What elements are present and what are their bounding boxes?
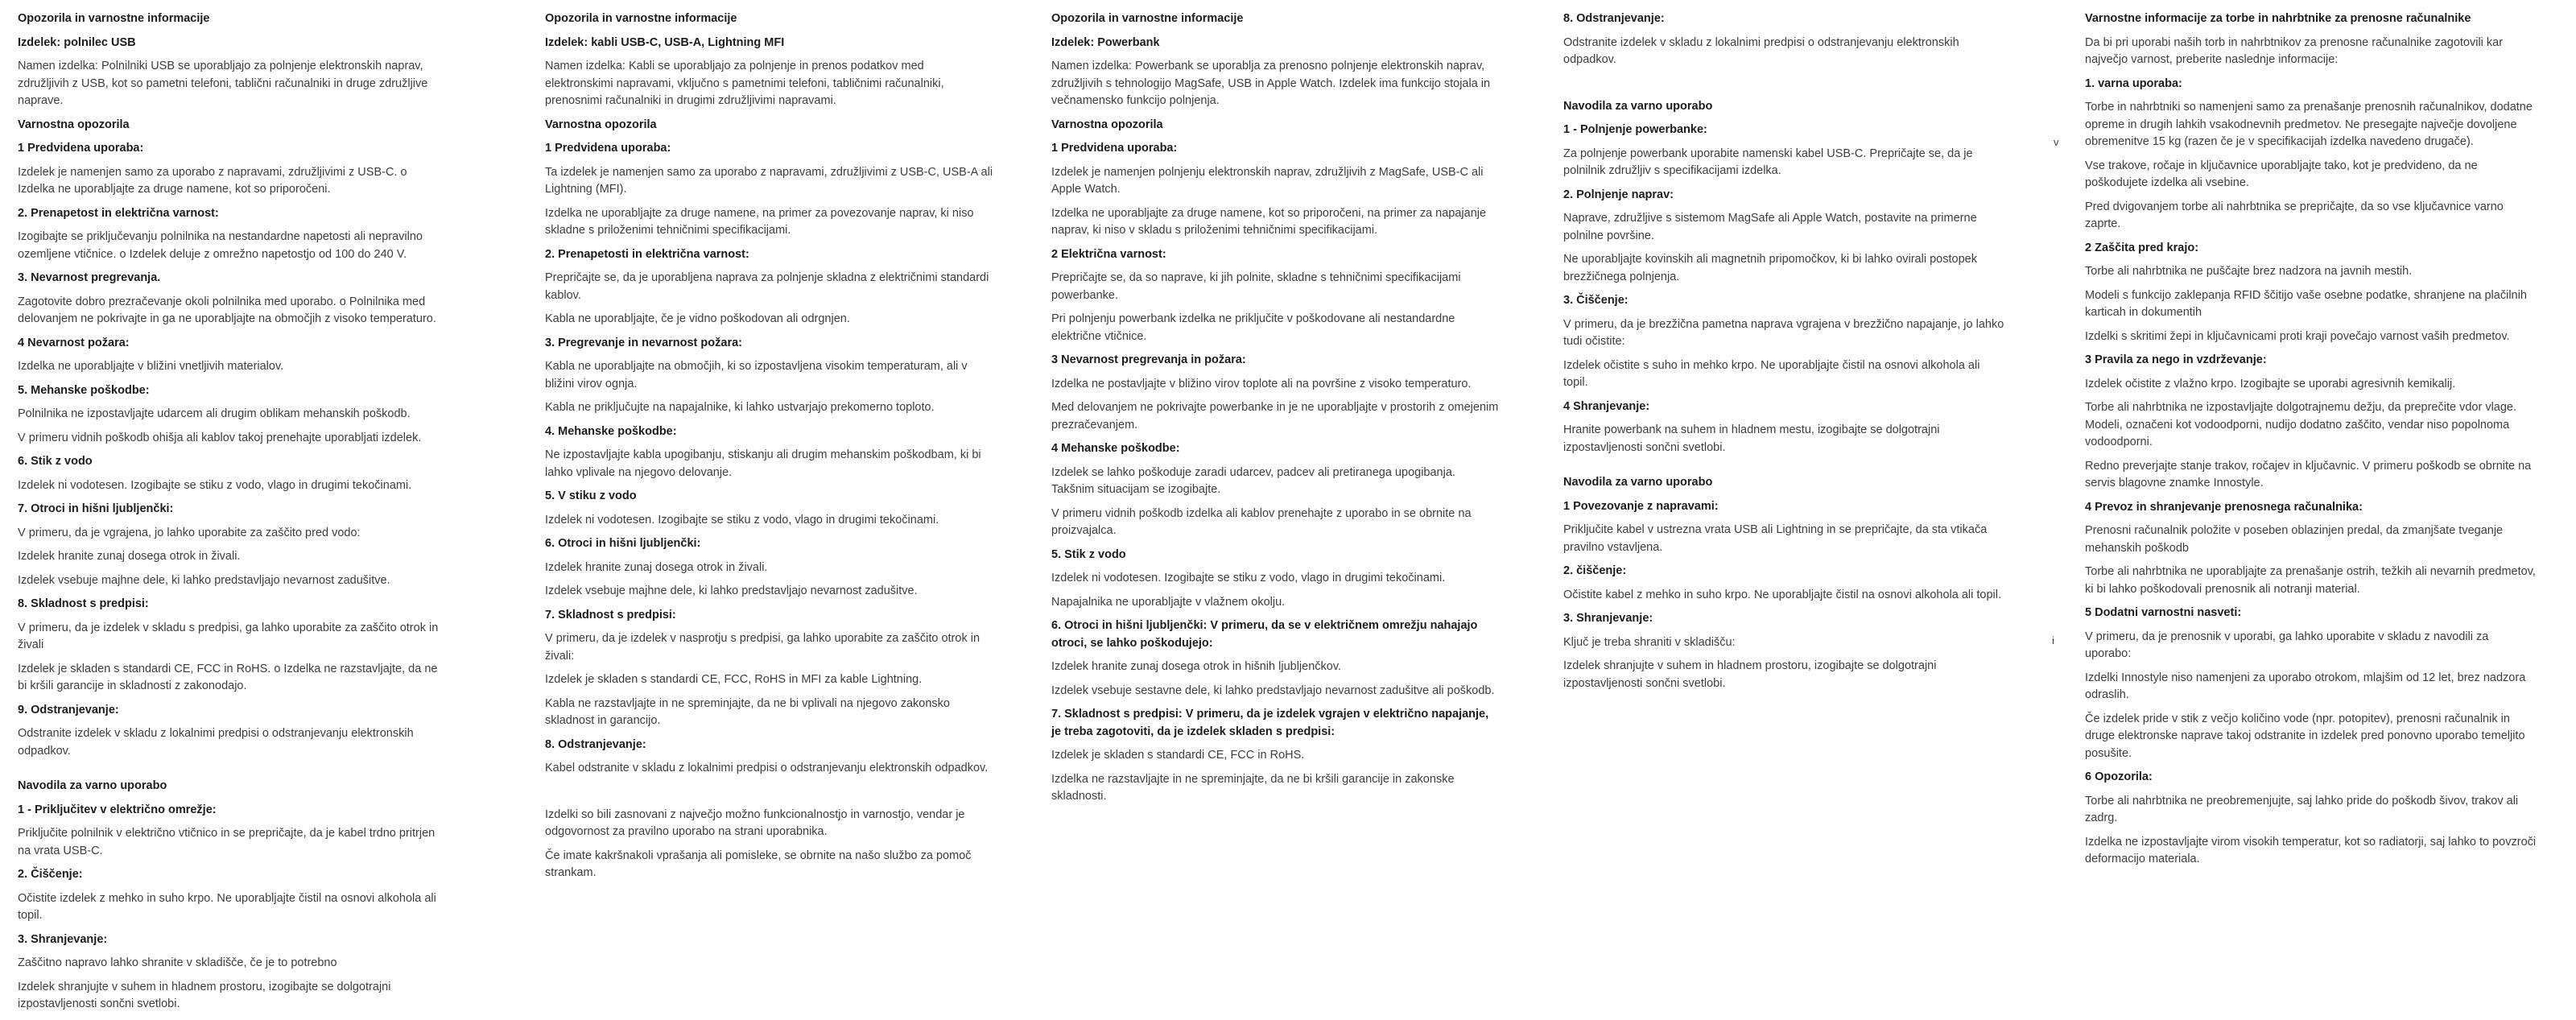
powerbank-usage-column — [1563, 10, 2008, 699]
paragraph: Izdelek je namenjen polnjenju elektronskih naprav, združljivih z MagSafe, USB-C ali Apple Watch. — [1051, 165, 1484, 196]
section-heading: 1 Predvidena uporaba: — [18, 142, 144, 155]
paragraph: Namen izdelka: Kabli se uporabljajo za polnjenje in prenos podatkov med elektronskimi napravami, vključno s pametnimi telefoni, tabličnimi računalniki, prenosnimi računalniki in drugimi združljivimi napravami. — [545, 60, 944, 107]
paragraph: Očistite izdelek z mehko in suho krpo. Ne uporabljajte čistil na osnovi alkohola ali topil. — [18, 891, 436, 922]
section-heading: 7. Skladnost s predpisi: — [545, 608, 676, 621]
paragraph: Očistite kabel z mehko in suho krpo. Ne uporabljajte čistil na osnovi alkohola ali topil. — [1563, 588, 2002, 601]
paragraph: Izdelek se lahko poškoduje zaradi udarcev, padcev ali pretiranega upogibanja. Takšnim situacijam se izogibajte. — [1051, 465, 1455, 496]
paragraph: Izdelek vsebuje majhne dele, ki lahko predstavljajo nevarnost zadušitve. — [18, 573, 390, 587]
paragraph: Modeli s funkcijo zaklepanja RFID ščitijo vaše osebne podatke, shranjene na plačilnih karticah in dokumentih — [2085, 288, 2527, 319]
paragraph: Izdelek je namenjen samo za uporabo z napravami, združljivimi z USB-C. o Izdelka ne uporabljajte za druge namene, kot so priporočeni. — [18, 165, 407, 196]
paragraph: Izdelek shranjujte v suhem in hladnem prostoru, izogibajte se dolgotrajni izpostavljenosti sončni svetlobi. — [18, 980, 391, 1010]
paragraph: Naprave, združljive s sistemom MagSafe ali Apple Watch, postavite na primerne polnilne površine. — [1563, 212, 1977, 242]
section-heading: 2. Čiščenje: — [18, 868, 83, 881]
section-heading: 2 Električna varnost: — [1051, 247, 1166, 261]
section-heading: 2. Polnjenje naprav: — [1563, 188, 1674, 201]
laptop-bags-safety-column — [2085, 10, 2537, 875]
section-heading: 3. Nevarnost pregrevanja. — [18, 271, 161, 284]
paragraph: Izdelek ni vodotesen. Izogibajte se stiku z vodo, vlago in drugimi tekočinami. — [545, 513, 939, 527]
section-heading: 8. Odstranjevanje: — [545, 737, 646, 751]
section-heading: 5. Mehanske poškodbe: — [18, 383, 150, 397]
section-heading: 8. Odstranjevanje: — [1563, 12, 1665, 25]
paragraph: Izogibajte se priključevanju polnilnika na nestandardne napetosti ali nepravilno ozemljene vtičnice. o Izdelek deluje z omrežno napetostjo od 100 do 240 V. — [18, 230, 423, 261]
paragraph: Izdelki so bili zasnovani z največjo možno funkcionalnostjo in varnostjo, vendar je odgovornost za pravilno uporabo na strani uporabnika. — [545, 807, 965, 838]
section-heading: 4 Nevarnost požara: — [18, 336, 130, 349]
paragraph: Izdelek očistite z vlažno krpo. Izogibajte se uporabi agresivnih kemikalij. — [2085, 377, 2456, 390]
paragraph: Pri polnjenju powerbank izdelka ne priključite v poškodovane ali nestandardne električne vtičnice. — [1051, 312, 1455, 343]
section-heading: 6. Otroci in hišni ljubljenčki: V primeru, da se v električnem omrežju nahajajo otroci, se lahko poškodujejo: — [1051, 619, 1478, 650]
section-heading: 7. Skladnost s predpisi: V primeru, da je izdelek vgrajen v električno napajanje, je treba zagotoviti, da je izdelek skladen s predpisi: — [1051, 708, 1489, 738]
paragraph: Izdelek hranite zunaj dosega otrok in hišnih ljubljenčkov. — [1051, 660, 1342, 673]
section-heading: Izdelek: polnilec USB — [18, 35, 136, 49]
paragraph: Kabla ne uporabljajte na območjih, ki so izpostavljena visokim temperaturam, ali v bližini virov ognja. — [545, 360, 968, 390]
paragraph: Prepričajte se, da je uporabljena naprava za polnjenje skladna z električnimi standardi kablov. — [545, 271, 989, 302]
paragraph: Namen izdelka: Powerbank se uporablja za prenosno polnjenje elektronskih naprav, združljivih s tehnologijo MagSafe, USB in Apple Watch. Izdelek ima funkcijo stojala in večnamensko funkcijo polnjenja. — [1051, 60, 1491, 107]
paragraph: Izdelki Innostyle niso namenjeni za uporabo otrokom, mlajšim od 12 let, brez nadzora odraslih. — [2085, 671, 2526, 701]
paragraph: Polnilnika ne izpostavljajte udarcem ali drugim oblikam mehanskih poškodb. — [18, 407, 411, 420]
section-heading: 6. Otroci in hišni ljubljenčki: — [545, 537, 701, 550]
paragraph: Izdelka ne uporabljajte za druge namene, kot so priporočeni, na primer za napajanje naprav, ki niso v skladu s priloženimi tehničnimi specifikacijami. — [1051, 206, 1487, 237]
paragraph: Za polnjenje powerbank uporabite namenski kabel USB-C. Prepričajte se, da je polnilnik združljiv s specifikacijami izdelka. — [1563, 147, 1973, 177]
spacer — [1563, 76, 2008, 98]
paragraph: Torbe ali nahrbtnika ne izpostavljajte dolgotrajnemu dežju, da preprečite vdor vlage. Modeli, označeni kot vodoodporni, nudijo dodatno zaščito, vendar niso popolnoma vodoodporni. — [2085, 401, 2517, 448]
paragraph: Ne izpostavljajte kabla upogibanju, stiskanju ali drugim mehanskim poškodbam, ki bi lahko vplivale na njegovo delovanje. — [545, 448, 981, 479]
section-heading: Opozorila in varnostne informacije — [18, 12, 210, 25]
paragraph: Namen izdelka: Polnilniki USB se uporabljajo za polnjenje elektronskih naprav, združljivih z USB, kot so pametni telefoni, tablični računalniki in druge združljive naprave. — [18, 60, 428, 107]
paragraph: Da bi pri uporabi naših torb in nahrbtnikov za prenosne računalnike zagotovili kar največjo varnost, preberite naslednje informacije: — [2085, 35, 2504, 66]
section-heading: 5. V stiku z vodo — [545, 489, 637, 502]
paragraph: Torbe ali nahrbtnika ne puščajte brez nadzora na javnih mestih. — [2085, 265, 2413, 278]
stray-glyph: v — [2054, 136, 2059, 148]
section-heading: 1 Predvidena uporaba: — [545, 142, 671, 155]
paragraph: Izdelek ni vodotesen. Izogibajte se stiku z vodo, vlago in drugimi tekočinami. — [1051, 572, 1446, 584]
paragraph: Če izdelek pride v stik z večjo količino vode (npr. potopitev), prenosni računalnik in druge elektronske naprave takoj odstranite in izdelek pred ponovno uporabo temeljito posušite. — [2085, 712, 2525, 760]
paragraph: Kabel odstranite v skladu z lokalnimi predpisi o odstranjevanju elektronskih odpadkov. — [545, 762, 989, 774]
spacer — [1563, 463, 2008, 474]
paragraph: Vse trakove, ročaje in ključavnice uporabljajte tako, kot je predvideno, da ne poškodujete izdelka ali vsebine. — [2085, 159, 2478, 189]
paragraph: Izdelek hranite zunaj dosega otrok in živali. — [545, 560, 768, 574]
section-heading: Varnostna opozorila — [18, 118, 130, 131]
paragraph: Priključite polnilnik v električno vtičnico in se prepričajte, da je kabel trdno pritrjen na vrata USB-C. — [18, 827, 436, 857]
section-heading: 1 Povezovanje z napravami: — [1563, 499, 1719, 513]
spacer — [18, 766, 442, 778]
section-heading: 3 Nevarnost pregrevanja in požara: — [1051, 353, 1246, 366]
section-heading: Navodila za varno uporabo — [1563, 99, 1713, 113]
paragraph: Izdelek vsebuje sestavne dele, ki lahko predstavljajo nevarnost zadušitve ali poškodb. — [1051, 683, 1495, 697]
section-heading: Varnostna opozorila — [545, 118, 657, 131]
paragraph: Kabla ne uporabljajte, če je vidno poškodovan ali odrgnjen. — [545, 312, 850, 325]
paragraph: Kabla ne razstavljajte in ne spreminjajte, da ne bi vplivali na njegovo zakonsko skladnost in garancijo. — [545, 696, 950, 727]
paragraph: Priključite kabel v ustrezna vrata USB ali Lightning in se prepričajte, da sta vtikača pravilno vstavljena. — [1563, 523, 1988, 554]
paragraph: Kabla ne priključujte na napajalnike, ki lahko ustvarjajo prekomerno toploto. — [545, 401, 935, 414]
paragraph: Prepričajte se, da so naprave, ki jih polnite, skladne s tehničnimi specifikacijami powerbanke. — [1051, 271, 1461, 302]
section-heading: 6 Opozorila: — [2085, 770, 2153, 783]
section-heading: 5. Stik z vodo — [1051, 547, 1126, 561]
paragraph: Torbe in nahrbtniki so namenjeni samo za prenašanje prenosnih računalnikov, dodatne opreme in drugih lahkih vsakodnevnih predmetov. Ne presegajte največje dovoljene obremenitve 15 kg (razen če je v specifikacijah izdelka navedeno drugače). — [2085, 101, 2533, 148]
paragraph: Odstranite izdelek v skladu z lokalnimi predpisi o odstranjevanju elektronskih odpadkov. — [18, 727, 414, 758]
paragraph: V primeru, da je izdelek v skladu s predpisi, ga lahko uporabite za zaščito otrok in živali — [18, 621, 439, 651]
section-heading: 9. Odstranjevanje: — [18, 703, 119, 716]
paragraph: V primeru vidnih poškodb ohišja ali kablov takoj prenehajte uporabljati izdelek. — [18, 431, 422, 444]
paragraph: Prenosni računalnik položite v poseben oblazinjen predal, da zmanjšate tveganje mehanskih poškodb — [2085, 524, 2504, 555]
paragraph: Izdelek shranjujte v suhem in hladnem prostoru, izogibajte se dolgotrajni izpostavljenosti sončni svetlobi. — [1563, 659, 1937, 690]
paragraph: Izdelka ne uporabljajte za druge namene, na primer za povezovanje naprav, ki niso skladne s priloženimi tehničnimi specifikacijami. — [545, 206, 974, 237]
paragraph: V primeru, da je izdelek v nasprotju s predpisi, ga lahko uporabite za zaščito otrok in živali: — [545, 632, 980, 663]
stray-glyph: i — [2052, 634, 2054, 646]
section-heading: 2. čiščenje: — [1563, 564, 1627, 577]
paragraph: Izdelka ne razstavljajte in ne spreminjajte, da ne bi kršili garancije in zakonske skladnosti. — [1051, 772, 1455, 803]
section-heading: 6. Stik z vodo — [18, 455, 93, 468]
paragraph: Izdelka ne postavljajte v bližino virov toplote ali na površine z visoko temperaturo. — [1051, 377, 1472, 390]
paragraph: Izdelek hranite zunaj dosega otrok in živali. — [18, 550, 241, 563]
paragraph: Izdelek je skladen s standardi CE, FCC in RoHS. — [1051, 749, 1305, 762]
powerbank-safety-column — [1051, 10, 1501, 812]
section-heading: Varnostna opozorila — [1051, 118, 1163, 131]
section-heading: 2 Zaščita pred krajo: — [2085, 241, 2199, 254]
paragraph: Hranite powerbank na suhem in hladnem mestu, izogibajte se dolgotrajni izpostavljenosti sončni svetlobi. — [1563, 423, 1940, 454]
paragraph: Ta izdelek je namenjen samo za uporabo z napravami, združljivimi z USB-C, USB-A ali Lightning (MFI). — [545, 165, 993, 196]
usb-charger-safety-column — [18, 10, 442, 1020]
section-heading: 2. Prenapetosti in električna varnost: — [545, 247, 749, 261]
paragraph: Izdelek ni vodotesen. Izogibajte se stiku z vodo, vlago in drugimi tekočinami. — [18, 478, 412, 492]
section-heading: Izdelek: kabli USB-C, USB-A, Lightning MFI — [545, 35, 785, 49]
section-heading: 4. Mehanske poškodbe: — [545, 424, 677, 438]
section-heading: 1 - Priključitev v električno omrežje: — [18, 803, 217, 816]
paragraph: Torbe ali nahrbtnika ne uporabljajte za prenašanje ostrih, težkih ali nevarnih predmetov, ki bi lahko poškodovali prenosnik ali notranji material. — [2085, 565, 2536, 596]
section-heading: 3 Pravila za nego in vzdrževanje: — [2085, 353, 2267, 366]
paragraph: Ključ je treba shraniti v skladišču: — [1563, 635, 1736, 649]
section-heading: Navodila za varno uporabo — [1563, 476, 1713, 489]
paragraph: Izdelek je skladen s standardi CE, FCC, RoHS in MFI za kable Lightning. — [545, 673, 923, 686]
section-heading: Izdelek: Powerbank — [1051, 35, 1160, 49]
paragraph: Izdelka ne izpostavljajte virom visokih temperatur, kot so radiatorji, saj lahko to povzroči deformacijo materiala. — [2085, 835, 2537, 865]
paragraph: Zaščitno napravo lahko shranite v skladišče, če je to potrebno — [18, 956, 337, 969]
section-heading: Varnostne informacije za torbe in nahrbtnike za prenosne računalnike — [2085, 12, 2471, 25]
paragraph: Pred dvigovanjem torbe ali nahrbtnika se prepričajte, da so vse ključavnice varno zaprte. — [2085, 200, 2504, 230]
paragraph: Redno preverjajte stanje trakov, ročajev in ključavnic. V primeru poškodb se obrnite na servis blagovne znamke Innostyle. — [2085, 459, 2532, 489]
section-heading: 1. varna uporaba: — [2085, 76, 2182, 90]
section-heading: 3. Shranjevanje: — [18, 932, 108, 946]
paragraph: Torbe ali nahrbtnika ne preobremenjujte, saj lahko pride do poškodb šivov, trakov ali zadrg. — [2085, 794, 2519, 824]
paragraph: Odstranite izdelek v skladu z lokalnimi predpisi o odstranjevanju elektronskih odpadkov. — [1563, 35, 1959, 66]
cables-safety-column — [545, 10, 994, 889]
section-heading: Opozorila in varnostne informacije — [545, 12, 737, 25]
paragraph: Izdelka ne uporabljajte v bližini vnetljivih materialov. — [18, 360, 284, 373]
section-heading: 4 Shranjevanje: — [1563, 399, 1650, 413]
section-heading: 3. Pregrevanje in nevarnost požara: — [545, 336, 742, 349]
section-heading: 2. Prenapetost in električna varnost: — [18, 206, 219, 220]
section-heading: 4 Prevoz in shranjevanje prenosnega računalnika: — [2085, 500, 2363, 514]
section-heading: 4 Mehanske poškodbe: — [1051, 442, 1180, 455]
section-heading: Navodila za varno uporabo — [18, 779, 167, 792]
paragraph: V primeru, da je prenosnik v uporabi, ga lahko uporabite v skladu z navodili za uporabo: — [2085, 630, 2489, 660]
paragraph: Ne uporabljajte kovinskih ali magnetnih pripomočkov, ki bi lahko ovirali postopek brezžičnega polnjenja. — [1563, 253, 1977, 283]
section-heading: 3. Shranjevanje: — [1563, 612, 1653, 625]
paragraph: V primeru, da je brezžična pametna naprava vgrajena v brezžično napajanje, jo lahko tudi očistite: — [1563, 317, 2004, 348]
paragraph: Če imate kakršnakoli vprašanja ali pomisleke, se obrnite na našo službo za pomoč strankam. — [545, 849, 972, 879]
section-heading: 7. Otroci in hišni ljubljenčki: — [18, 502, 174, 515]
paragraph: Zagotovite dobro prezračevanje okoli polnilnika med uporabo. o Polnilnika med delovanjem ne pokrivajte in ga ne uporabljajte na območjih z visoko temperaturo. — [18, 295, 436, 325]
paragraph: V primeru, da je vgrajena, jo lahko uporabite za zaščito pred vodo: — [18, 526, 361, 539]
section-heading: 3. Čiščenje: — [1563, 294, 1629, 307]
paragraph: Izdelki s skritimi žepi in ključavnicami proti kraji povečajo varnost vaših predmetov. — [2085, 329, 2510, 343]
section-heading: 5 Dodatni varnostni nasveti: — [2085, 606, 2242, 619]
paragraph: Izdelek očistite s suho in mehko krpo. Ne uporabljajte čistil na osnovi alkohola ali topil. — [1563, 358, 1980, 389]
paragraph: Izdelek vsebuje majhne dele, ki lahko predstavljajo nevarnost zadušitve. — [545, 584, 918, 597]
spacer — [545, 784, 994, 807]
section-heading: 1 Predvidena uporaba: — [1051, 142, 1178, 155]
section-heading: 1 - Polnjenje powerbanke: — [1563, 123, 1707, 136]
section-heading: 8. Skladnost s predpisi: — [18, 597, 149, 610]
paragraph: Napajalnika ne uporabljajte v vlažnem okolju. — [1051, 595, 1286, 609]
paragraph: Izdelek je skladen s standardi CE, FCC in RoHS. o Izdelka ne razstavljajte, da ne bi kršili garancije in skladnosti z zakonodajo. — [18, 662, 438, 692]
section-heading: Opozorila in varnostne informacije — [1051, 12, 1244, 25]
paragraph: V primeru vidnih poškodb izdelka ali kablov prenehajte z uporabo in se obrnite na proizvajalca. — [1051, 506, 1472, 537]
paragraph: Med delovanjem ne pokrivajte powerbanke in je ne uporabljajte v prostorih z omejenim prezračevanjem. — [1051, 401, 1499, 432]
